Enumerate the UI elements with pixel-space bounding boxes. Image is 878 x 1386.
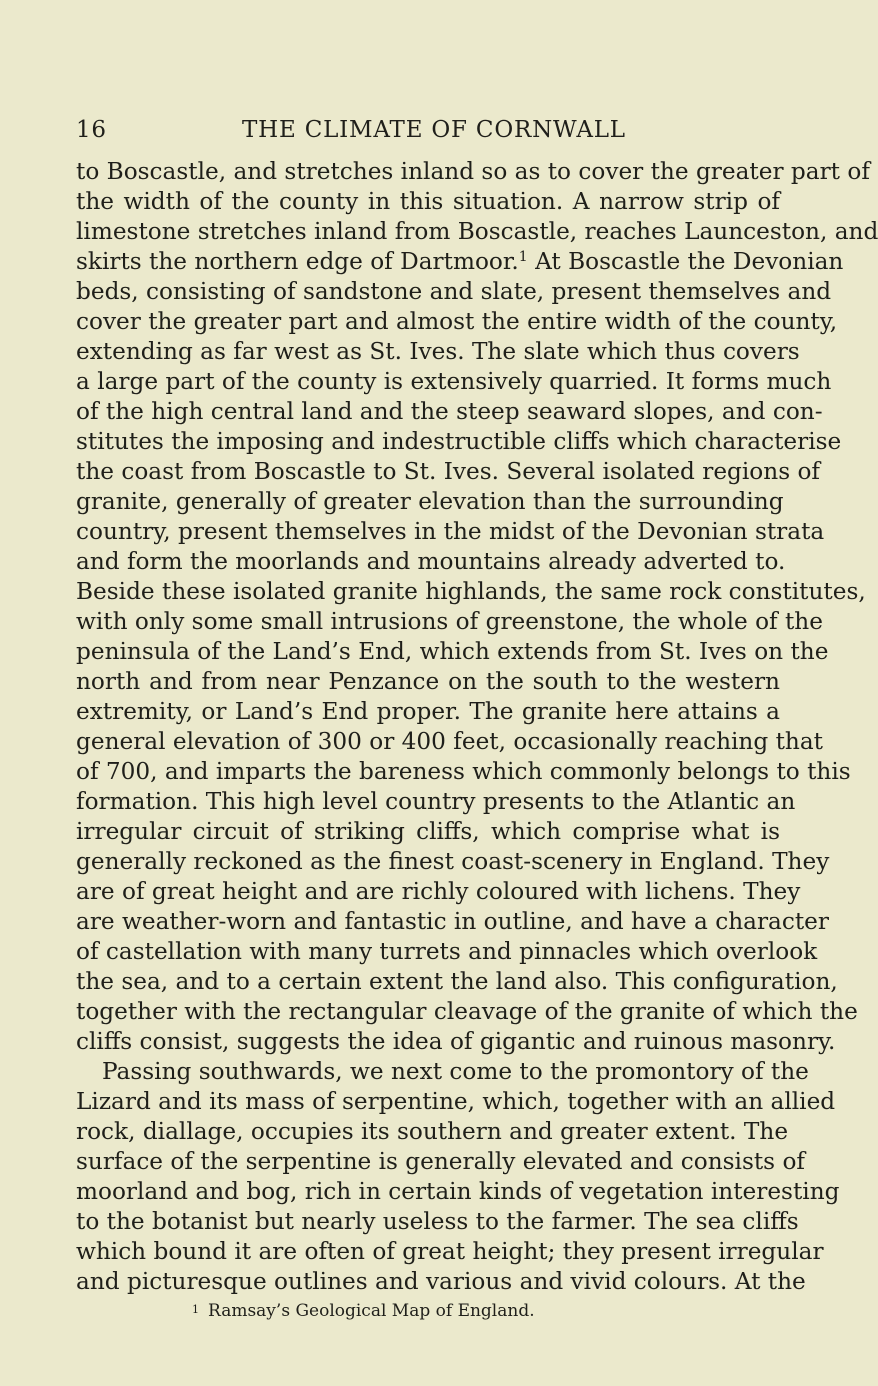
text-line: extremity, or Land’s End proper. The granite here attains a xyxy=(76,698,780,725)
footnote xyxy=(76,1301,780,1321)
text-line: irregular circuit of striking cliffs, which comprise what is xyxy=(76,818,780,845)
text-line: Beside these isolated granite highlands, the same rock constitutes, xyxy=(76,578,866,605)
text-line: a large part of the county is extensively quarried. It forms much xyxy=(76,368,832,395)
text-line: general elevation of 300 or 400 feet, occasionally reaching that xyxy=(76,728,823,755)
text-line: to the botanist but nearly useless to the farmer. The sea cliffs xyxy=(76,1208,799,1235)
text-line: extending as far west as St. Ives. The slate which thus covers xyxy=(76,338,800,365)
text-line: beds, consisting of sandstone and slate, present themselves and xyxy=(76,278,832,305)
footnote-reference: 1 xyxy=(518,249,528,265)
text-line: together with the rectangular cleavage of the granite of which the xyxy=(76,998,858,1025)
text-line: are of great height and are richly coloured with lichens. They xyxy=(76,878,801,905)
text-line: which bound it are often of great height; they present irregular xyxy=(76,1238,824,1265)
text-line: rock, diallage, occupies its southern and greater extent. The xyxy=(76,1118,789,1145)
text-line: the sea, and to a certain extent the land also. This configuration, xyxy=(76,968,838,995)
text-line: country, present themselves in the midst of the Devonian strata xyxy=(76,518,825,545)
text-line: moorland and bog, rich in certain kinds of vegetation interesting xyxy=(76,1178,840,1205)
text-line: limestone stretches inland from Boscastle, reaches Launceston, and xyxy=(76,218,878,245)
text-line: are weather-worn and fantastic in outline, and have a character xyxy=(76,908,829,935)
text-line: stitutes the imposing and indestructible cliffs which characterise xyxy=(76,428,842,455)
text-line: the width of the county in this situation. A narrow strip of xyxy=(76,188,780,215)
text-line: surface of the serpentine is generally elevated and consists of xyxy=(76,1148,805,1175)
text-segment: skirts the northern edge of Dartmoor. xyxy=(76,248,519,275)
text-line: Passing southwards, we next come to the promontory of the xyxy=(102,1058,809,1085)
text-line: granite, generally of greater elevation than the surrounding xyxy=(76,488,784,515)
text-line: with only some small intrusions of greenstone, the whole of the xyxy=(76,608,823,635)
text-line: peninsula of the Land’s End, which extends from St. Ives on the xyxy=(76,638,829,665)
text-line: and form the moorlands and mountains already adverted to. xyxy=(76,548,786,575)
running-head xyxy=(76,103,780,147)
running-title: THE CLIMATE OF CORNWALL xyxy=(242,117,626,143)
footnote-mark: 1 xyxy=(192,1303,199,1316)
text-line: cover the greater part and almost the entire width of the county, xyxy=(76,308,838,335)
text-line: to Boscastle, and stretches inland so as to cover the greater part of xyxy=(76,158,870,185)
footnote-text: Ramsay’s Geological Map of England. xyxy=(208,1301,535,1321)
text-line: generally reckoned as the finest coast-scenery in England. They xyxy=(76,848,830,875)
text-line: of 700, and imparts the bareness which commonly belongs to this xyxy=(76,758,851,785)
body-text xyxy=(76,157,878,1297)
text-segment: At Boscastle the Devonian xyxy=(535,248,844,275)
text-line: north and from near Penzance on the south to the western xyxy=(76,668,780,695)
text-line: the coast from Boscastle to St. Ives. Several isolated regions of xyxy=(76,458,821,485)
text-line: formation. This high level country presents to the Atlantic an xyxy=(76,788,796,815)
text-line: and picturesque outlines and various and vivid colours. At the xyxy=(76,1268,806,1295)
text-line: of castellation with many turrets and pinnacles which overlook xyxy=(76,938,818,965)
text-line: Lizard and its mass of serpentine, which, together with an allied xyxy=(76,1088,836,1115)
page-number: 16 xyxy=(76,117,107,143)
text-line: cliffs consist, suggests the idea of gigantic and ruinous masonry. xyxy=(76,1028,836,1055)
text-line: of the high central land and the steep seaward slopes, and con- xyxy=(76,398,823,425)
text-line xyxy=(76,247,844,277)
